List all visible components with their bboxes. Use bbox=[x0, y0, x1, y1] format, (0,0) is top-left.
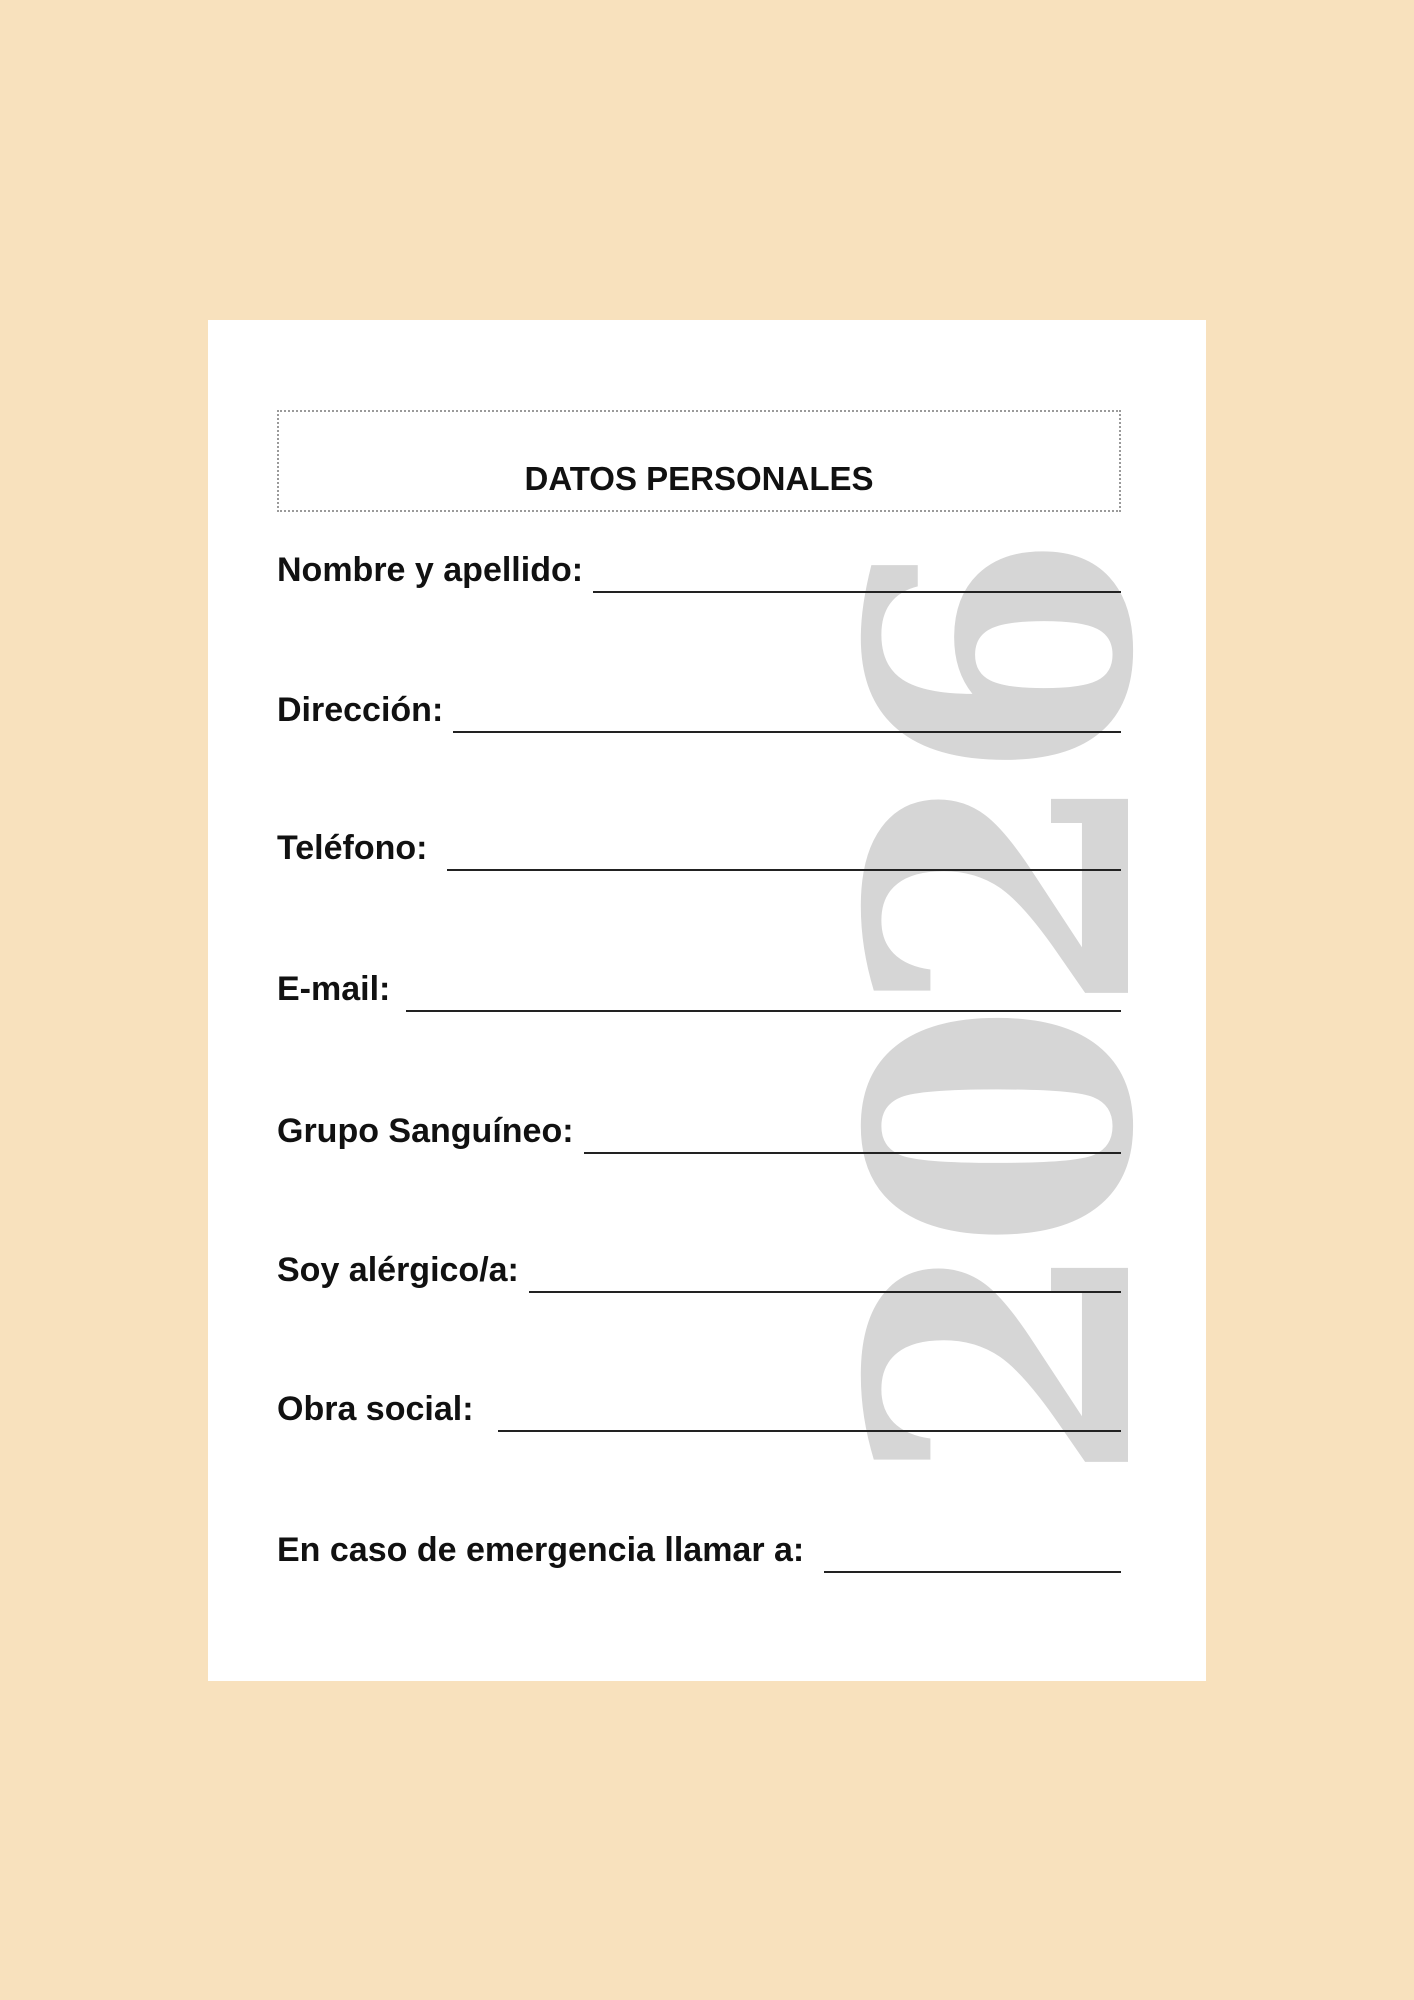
page-title: DATOS PERSONALES bbox=[524, 460, 874, 497]
field-direccion bbox=[277, 693, 1121, 733]
field-label-grupo-sanguineo: Grupo Sanguíneo: bbox=[277, 1112, 574, 1150]
field-nombre bbox=[277, 553, 1121, 593]
title-box bbox=[277, 410, 1121, 512]
field-telefono bbox=[277, 831, 1121, 871]
field-line-direccion[interactable] bbox=[453, 731, 1121, 733]
field-label-email: E-mail: bbox=[277, 970, 391, 1008]
field-line-nombre[interactable] bbox=[593, 591, 1121, 593]
field-label-obra-social: Obra social: bbox=[277, 1390, 474, 1428]
field-line-emergencia[interactable] bbox=[824, 1571, 1121, 1573]
field-line-email[interactable] bbox=[406, 1010, 1121, 1012]
field-emergencia bbox=[277, 1533, 1121, 1573]
field-obra-social bbox=[277, 1392, 1121, 1432]
field-line-obra-social[interactable] bbox=[498, 1430, 1121, 1432]
field-line-alergias[interactable] bbox=[529, 1291, 1121, 1293]
field-label-direccion: Dirección: bbox=[277, 691, 444, 729]
field-grupo-sanguineo bbox=[277, 1114, 1121, 1154]
field-label-emergencia: En caso de emergencia llamar a: bbox=[277, 1531, 805, 1569]
field-line-grupo-sanguineo[interactable] bbox=[584, 1152, 1121, 1154]
field-label-nombre: Nombre y apellido: bbox=[277, 551, 584, 589]
field-alergias bbox=[277, 1253, 1121, 1293]
field-line-telefono[interactable] bbox=[447, 869, 1121, 871]
year-watermark-text: 2026 bbox=[790, 548, 1213, 1486]
field-email bbox=[277, 972, 1121, 1012]
field-label-telefono: Teléfono: bbox=[277, 829, 428, 867]
field-label-alergias: Soy alérgico/a: bbox=[277, 1251, 519, 1289]
